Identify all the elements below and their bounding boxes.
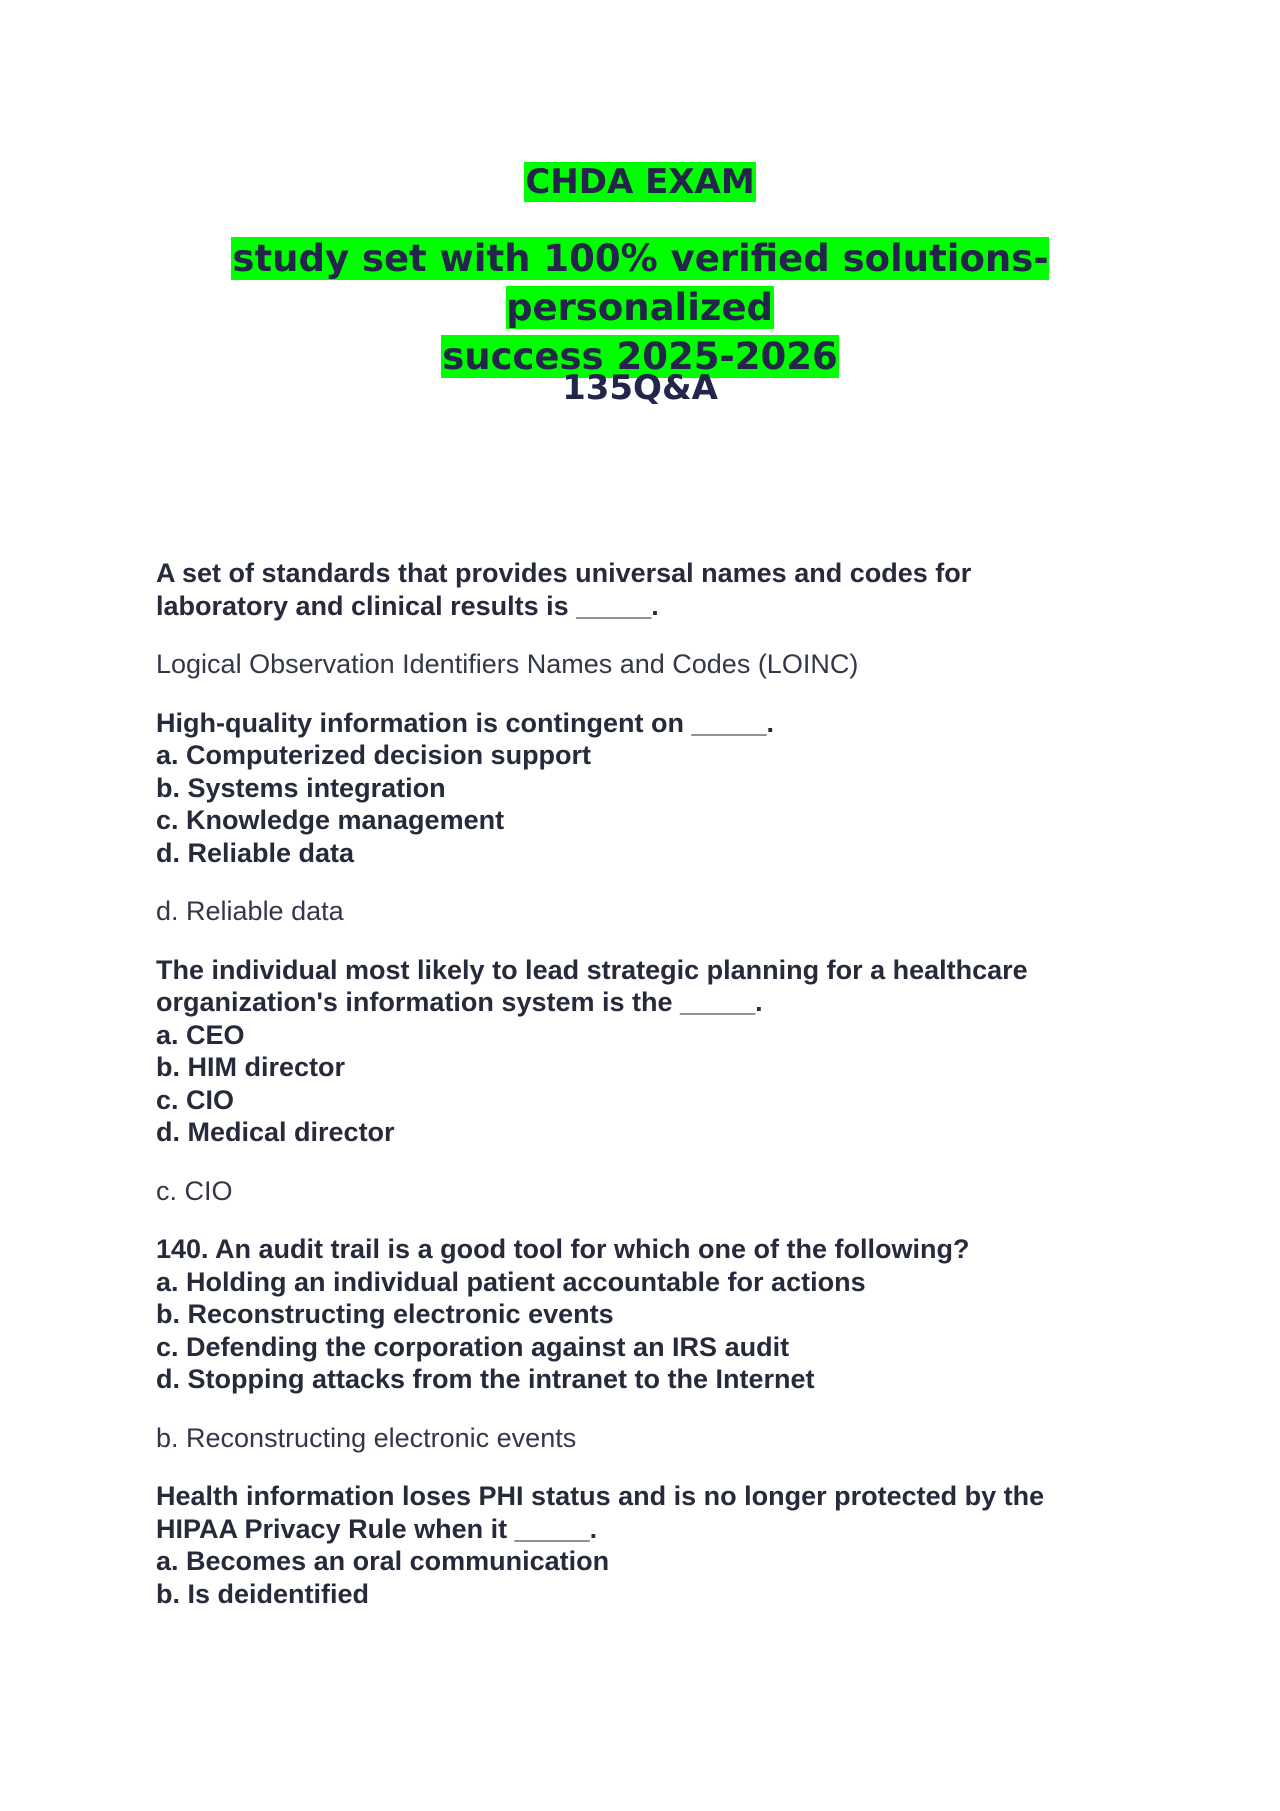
- question-option: a. CEO: [156, 1019, 245, 1050]
- question-option: c. Defending the corporation against an IRS audit: [156, 1331, 790, 1362]
- question-line: laboratory and clinical results is _____.: [156, 590, 659, 621]
- question-line: High-quality information is contingent on _____.: [156, 707, 775, 738]
- document-subtitle: [150, 234, 1130, 381]
- question-option: b. HIM director: [156, 1052, 346, 1082]
- subtitle-line-2: success 2025-2026: [442, 335, 838, 378]
- question-line: The individual most likely to lead strategic planning for a healthcare: [156, 954, 1028, 985]
- question-option: b. Reconstructing electronic events: [156, 1299, 614, 1329]
- answer: d. Reliable data: [156, 896, 344, 926]
- question-line: organization's information system is the _____.: [156, 987, 763, 1017]
- question-option: d. Stopping attacks from the intranet to the Internet: [156, 1364, 815, 1394]
- question-option: a. Holding an individual patient accountable for actions: [156, 1266, 866, 1297]
- question-count: 135Q&A: [562, 368, 718, 408]
- question-option: d. Reliable data: [156, 837, 355, 868]
- question-option: d. Medical director: [156, 1117, 395, 1147]
- title-highlight: CHDA EXAM: [525, 162, 755, 202]
- question-option: c. Knowledge management: [156, 805, 505, 835]
- question-option: a. Computerized decision support: [156, 740, 592, 770]
- answer: Logical Observation Identifiers Names and Codes (LOINC): [156, 649, 859, 679]
- subtitle-line-1: study set with 100% verified solutions-personalized: [232, 237, 1049, 329]
- question: [156, 954, 1136, 1149]
- answer: b. Reconstructing electronic events: [156, 1422, 577, 1453]
- question-line: A set of standards that provides universal names and codes for: [156, 558, 972, 588]
- question: [156, 707, 1136, 870]
- question: [156, 1233, 1136, 1396]
- question-option: c. CIO: [156, 1084, 235, 1115]
- question: [156, 557, 1136, 622]
- qa-list: [156, 557, 1136, 1610]
- question-option: a. Becomes an oral communication: [156, 1546, 610, 1576]
- question-line: HIPAA Privacy Rule when it _____.: [156, 1513, 598, 1544]
- question: [156, 1480, 1136, 1610]
- document-title: [0, 158, 1280, 206]
- answer: c. CIO: [156, 1175, 233, 1206]
- question-line: 140. An audit trail is a good tool for which one of the following?: [156, 1234, 970, 1264]
- question-line: Health information loses PHI status and is no longer protected by the: [156, 1481, 1045, 1511]
- question-option: b. Is deidentified: [156, 1578, 370, 1609]
- question-option: b. Systems integration: [156, 772, 446, 803]
